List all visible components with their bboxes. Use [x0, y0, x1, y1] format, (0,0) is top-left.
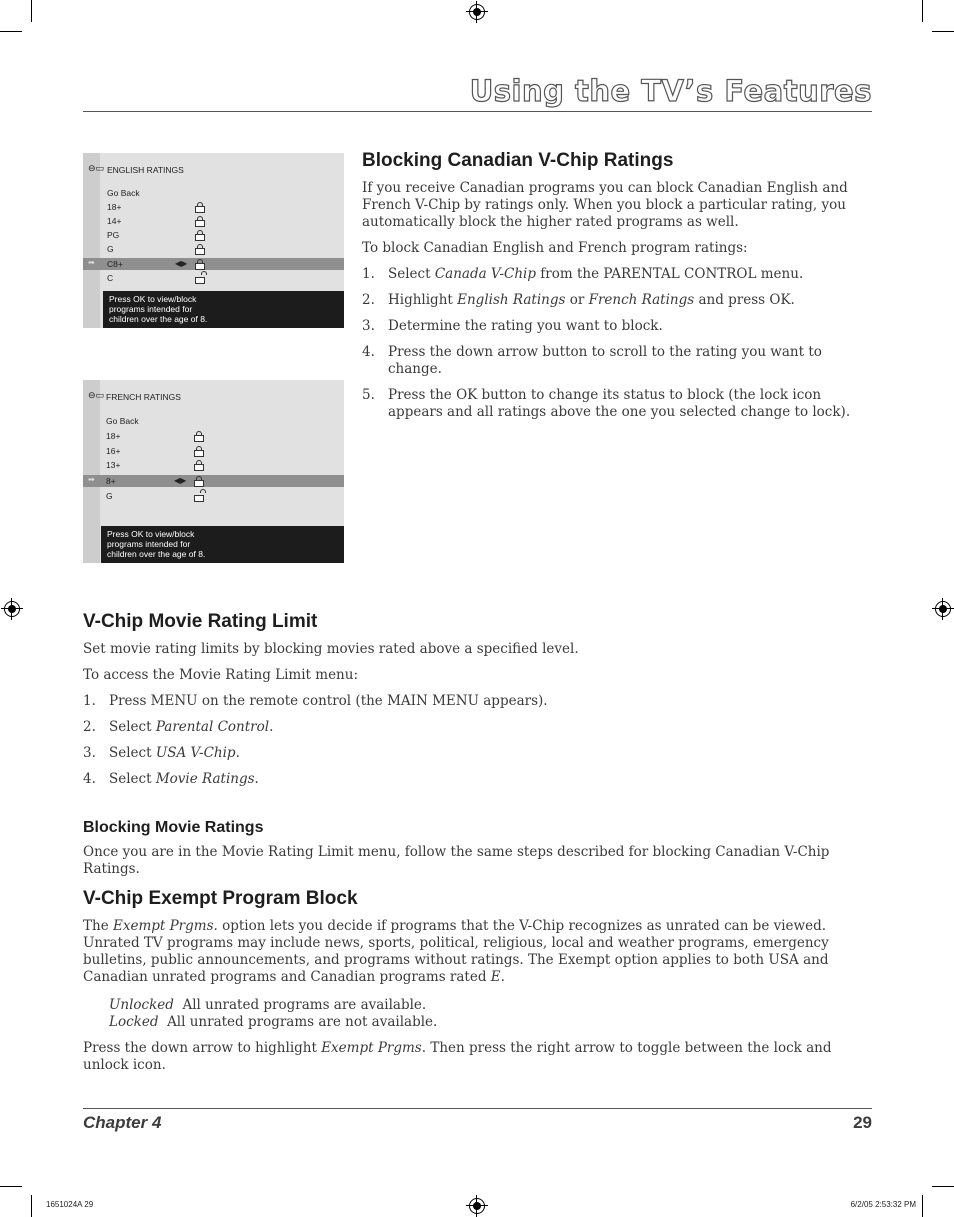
help-line: children over the age of 8. — [109, 314, 208, 324]
menu-heading: ENGLISH RATINGS — [107, 165, 184, 175]
steps-list — [83, 693, 872, 788]
section-heading: V-Chip Exempt Program Block — [83, 888, 358, 909]
lock-icon[interactable] — [194, 446, 204, 456]
rating-item[interactable]: 18+ — [106, 431, 121, 441]
rating-item[interactable]: 18+ — [107, 202, 122, 212]
go-back-item[interactable]: Go Back — [106, 416, 139, 426]
print-slug-right: 6/2/05 2:53:32 PM — [850, 1200, 916, 1209]
english-ratings-menu — [83, 153, 344, 328]
lock-icon[interactable] — [194, 431, 204, 441]
help-line: programs intended for — [107, 539, 191, 549]
menu-help-message — [103, 291, 344, 328]
pointer-icon: ➡ — [88, 475, 95, 484]
rating-item[interactable]: PG — [107, 230, 120, 240]
subsection-heading: Blocking Movie Ratings — [83, 819, 264, 836]
rating-item[interactable]: 8+ — [106, 476, 116, 486]
footer-rule — [83, 1108, 872, 1109]
canadian-section — [362, 150, 872, 421]
header-rule — [83, 111, 872, 112]
crop-mark — [922, 0, 923, 22]
lock-icon[interactable] — [195, 259, 205, 269]
lock-icon[interactable] — [195, 244, 205, 254]
crop-mark — [0, 1186, 22, 1187]
step-item: 3. Select USA V-Chip. — [83, 745, 240, 761]
rating-item[interactable]: 16+ — [106, 446, 121, 456]
step-item: 4. Press the down arrow button to scroll to the rating you want to change. — [362, 344, 822, 377]
section-heading: Blocking Canadian V-Chip Ratings — [362, 150, 674, 171]
selected-row-highlight — [83, 475, 344, 487]
registration-mark-icon — [469, 4, 485, 20]
help-line: Press OK to view/block — [109, 294, 197, 304]
lock-icon[interactable] — [195, 230, 205, 240]
left-right-arrows-icon[interactable]: ◀▶ — [175, 259, 188, 268]
option-unlocked: Unlocked All unrated programs are available. — [109, 997, 427, 1013]
paragraph: To block Canadian English and French program ratings: — [362, 240, 748, 256]
lock-icon[interactable] — [194, 460, 204, 470]
crop-mark — [932, 1186, 954, 1187]
lock-menu-icon: ⊖▭ — [88, 391, 105, 401]
menu-sidebar — [83, 380, 100, 563]
registration-mark-icon — [469, 1198, 485, 1214]
registration-mark-icon — [4, 601, 20, 617]
help-line: children over the age of 8. — [107, 549, 206, 559]
rating-item[interactable]: 14+ — [107, 216, 122, 226]
step-item: 4. Select Movie Ratings. — [83, 771, 259, 787]
rating-item[interactable]: C8+ — [107, 259, 123, 269]
menu-help-message — [101, 526, 344, 563]
french-ratings-menu — [83, 380, 344, 563]
step-item: 2. Highlight English Ratings or French Ratings and press OK. — [362, 292, 795, 308]
help-line: Press OK to view/block — [107, 529, 195, 539]
crop-mark — [31, 1195, 32, 1217]
rating-item[interactable]: G — [107, 244, 114, 254]
help-line: programs intended for — [109, 304, 193, 314]
page-number: 29 — [853, 1113, 872, 1132]
paragraph: Set movie rating limits by blocking movies rated above a specified level. — [83, 641, 579, 657]
crop-mark — [922, 1195, 923, 1217]
crop-mark — [932, 31, 954, 32]
step-item: 3. Determine the rating you want to block. — [362, 318, 663, 334]
rating-item[interactable]: C — [107, 273, 114, 283]
movie-section — [83, 611, 872, 788]
lock-icon[interactable] — [194, 476, 204, 486]
go-back-item[interactable]: Go Back — [107, 188, 140, 198]
unlock-icon[interactable] — [195, 273, 205, 283]
page-title: Using the TV’s Features — [469, 74, 872, 108]
rating-item[interactable]: 13+ — [106, 460, 121, 470]
chapter-label: Chapter 4 — [83, 1113, 162, 1132]
crop-mark — [0, 31, 22, 32]
paragraph: Once you are in the Movie Rating Limit menu, follow the same steps described for blocking Canadian V-Chip Ratings. — [83, 844, 830, 877]
option-locked: Locked All unrated programs are not available. — [109, 1014, 438, 1030]
menu-sidebar — [83, 153, 100, 328]
menu-heading: FRENCH RATINGS — [106, 392, 181, 402]
registration-mark-icon — [935, 601, 951, 617]
lock-menu-icon: ⊖▭ — [88, 164, 105, 174]
unlock-icon[interactable] — [194, 491, 204, 501]
lock-icon[interactable] — [195, 216, 205, 226]
paragraph: If you receive Canadian programs you can block Canadian English and French V-Chip by ratings only. When you block a particular rating, you automatically block the higher rated programs as well. — [362, 180, 848, 230]
paragraph: The Exempt Prgms. option lets you decide if programs that the V-Chip recognizes as unrated can be viewed. Unrated TV programs may include news, sports, political, religious, local and weather programs, emergency bulletins, public announcements, and programs without ratings. The Exempt option applies to both USA and Canadian unrated programs and Canadian programs rated E. — [83, 918, 829, 985]
step-item: 2. Select Parental Control. — [83, 719, 274, 735]
left-right-arrows-icon[interactable]: ◀▶ — [174, 476, 187, 485]
step-item: 1. Press MENU on the remote control (the MAIN MENU appears). — [83, 693, 548, 709]
paragraph: Press the down arrow to highlight Exempt Prgms. Then press the right arrow to toggle between the lock and unlock icon. — [83, 1040, 832, 1073]
lock-icon[interactable] — [195, 202, 205, 212]
crop-mark — [31, 0, 32, 22]
paragraph: To access the Movie Rating Limit menu: — [83, 667, 358, 683]
rating-item[interactable]: G — [106, 491, 113, 501]
steps-list — [362, 266, 872, 421]
print-slug-left: 1651024A 29 — [46, 1200, 94, 1209]
step-item: 5. Press the OK button to change its status to block (the lock icon appears and all ratings above the one you selected change to lock). — [362, 387, 851, 420]
section-heading: V-Chip Movie Rating Limit — [83, 611, 318, 632]
pointer-icon: ➡ — [88, 258, 95, 267]
step-item: 1. Select Canada V-Chip from the PARENTAL CONTROL menu. — [362, 266, 804, 282]
